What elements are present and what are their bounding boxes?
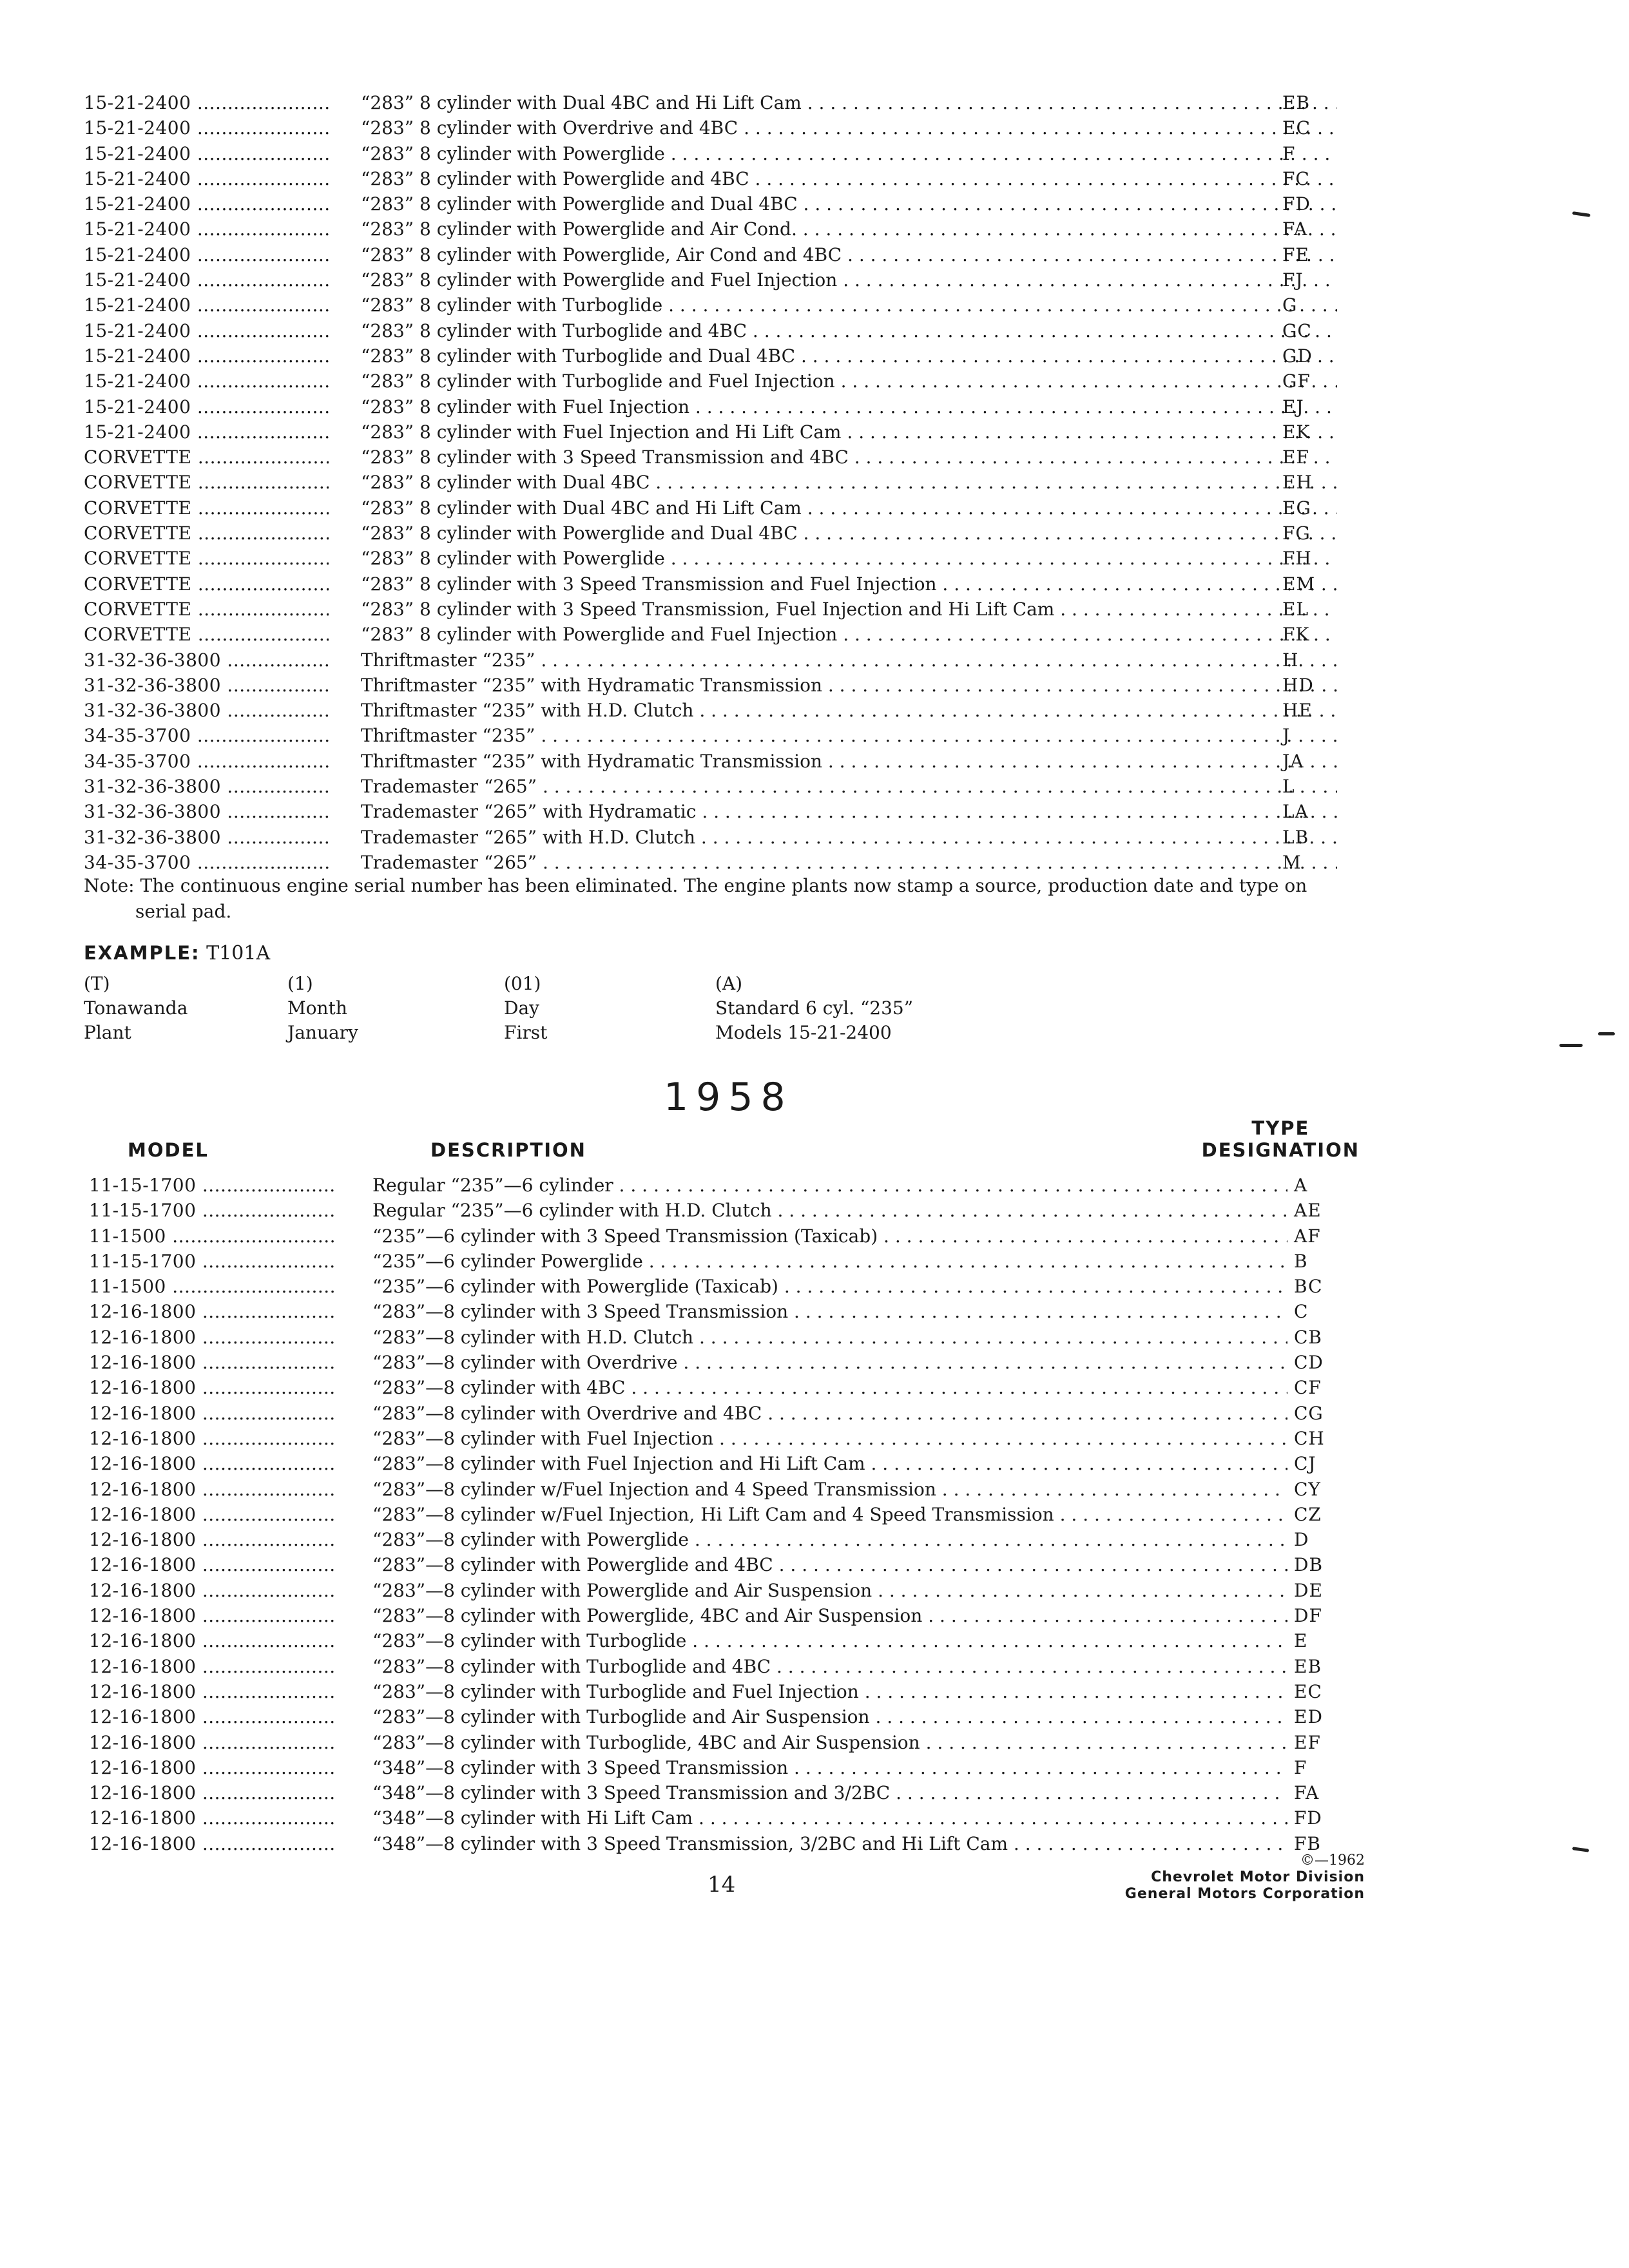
engine-description: “348”—8 cylinder with 3 Speed Transmission . . . [372, 1755, 1287, 1780]
engine-description: “283”—8 cylinder with Fuel Injection and Hi Lift Cam . . . [372, 1451, 1287, 1476]
type-designation: EB [1282, 92, 1311, 113]
engine-description: “283” 8 cylinder with Dual 4BC and Hi Lift Cam . . . [361, 90, 1337, 115]
model-number: 12-16-1800 ..... [89, 1578, 334, 1603]
type-designation: HD [1282, 674, 1314, 696]
type-designation: F [1282, 142, 1296, 164]
example-line: First [504, 1022, 548, 1043]
type-designation: F [1294, 1756, 1307, 1778]
engine-description: “283” 8 cylinder with Turboglide . . . [361, 293, 1337, 318]
engine-description: “283”—8 cylinder w/Fuel Injection and 4 Speed Transmission . . . [372, 1477, 1287, 1502]
type-designation: GF [1282, 370, 1311, 392]
example-column-type [715, 972, 913, 1045]
table-row [84, 648, 1373, 673]
engine-description: “283” 8 cylinder with Powerglide . . . [361, 141, 1337, 166]
serial-number-note [84, 873, 1379, 925]
engine-description: “283”—8 cylinder w/Fuel Injection, Hi Lift Cam and 4 Speed Transmission . . . [372, 1502, 1287, 1527]
type-designation: L [1282, 776, 1295, 798]
column-header-description: DESCRIPTION [430, 1139, 586, 1161]
table-row [89, 1173, 1378, 1198]
engine-description: Trademaster “265” with Hydramatic . . . [361, 799, 1337, 824]
model-number: 11-1500 ..... [89, 1274, 334, 1299]
type-designation: H [1282, 649, 1299, 671]
table-row [89, 1249, 1378, 1274]
model-number: 15-21-2400 ..... [84, 141, 329, 166]
table-row [89, 1325, 1378, 1350]
table-row [84, 470, 1373, 495]
table-row [89, 1375, 1378, 1400]
engine-description: “283”—8 cylinder with Turboglide and Fuel Injection . . . [372, 1679, 1287, 1704]
type-designation: B [1294, 1250, 1308, 1272]
engine-description: “283”—8 cylinder with Turboglide, 4BC and Air Suspension . . . [372, 1730, 1287, 1755]
model-number: 31-32-36-3800 ..... [84, 799, 329, 824]
type-designation: AE [1294, 1200, 1322, 1222]
engine-description: “283”—8 cylinder with Turboglide . . . [372, 1628, 1287, 1653]
table-row [89, 1426, 1378, 1451]
example-line: Plant [84, 1022, 131, 1043]
model-number: CORVETTE ..... [84, 521, 329, 546]
example-line: Month [287, 997, 347, 1019]
table-row [84, 318, 1373, 343]
engine-description: “283” 8 cylinder with Turboglide and 4BC . . . [361, 318, 1337, 343]
table-row [84, 495, 1373, 521]
table-row [89, 1350, 1378, 1375]
model-number: 15-21-2400 ..... [84, 267, 329, 293]
type-designation: EH [1282, 472, 1313, 494]
engine-description: “283” 8 cylinder with Turboglide and Dual 4BC . . . [361, 343, 1337, 369]
table-row [89, 1401, 1378, 1426]
table-row [84, 546, 1373, 571]
type-designation: EF [1282, 447, 1309, 468]
column-header-model: MODEL [128, 1139, 209, 1161]
engine-description: “283” 8 cylinder with Powerglide, Air Cond and 4BC . . . [361, 242, 1337, 267]
model-number: 15-21-2400 ..... [84, 369, 329, 394]
type-designation: LB [1282, 826, 1309, 848]
model-number: 12-16-1800 ..... [89, 1679, 334, 1704]
type-designation: FE [1282, 244, 1309, 265]
type-designation: DE [1294, 1579, 1323, 1601]
type-designation: CG [1294, 1402, 1324, 1424]
model-number: 15-21-2400 ..... [84, 318, 329, 343]
table-row [89, 1805, 1378, 1831]
table-row [89, 1603, 1378, 1628]
table-row [89, 1198, 1378, 1223]
type-designation: E [1294, 1630, 1308, 1652]
engine-description: “235”—6 cylinder with Powerglide (Taxicab) . . . [372, 1274, 1287, 1299]
example-code: (01) [504, 973, 541, 994]
engine-description: “283”—8 cylinder with Powerglide . . . [372, 1527, 1287, 1552]
table-row [84, 191, 1373, 216]
model-number: 15-21-2400 ..... [84, 166, 329, 191]
type-designation: FA [1294, 1782, 1320, 1804]
model-number: 12-16-1800 ..... [89, 1401, 334, 1426]
table-row [89, 1274, 1378, 1299]
copyright-year: ©—1962 [1300, 1852, 1365, 1869]
engine-description: “235”—6 cylinder Powerglide . . . [372, 1249, 1287, 1274]
engine-description: Trademaster “265” . . . [361, 850, 1337, 875]
engine-description: “235”—6 cylinder with 3 Speed Transmission (Taxicab) . . . [372, 1224, 1287, 1249]
table-row [84, 799, 1373, 824]
example-code: (A) [715, 973, 743, 994]
engine-description: Regular “235”—6 cylinder . . . [372, 1173, 1287, 1198]
engine-description: “283” 8 cylinder with Fuel Injection and Hi Lift Cam . . . [361, 419, 1337, 445]
model-number: 12-16-1800 ..... [89, 1628, 334, 1653]
type-designation: FD [1282, 193, 1311, 215]
engine-description: “283” 8 cylinder with 3 Speed Transmission and 4BC . . . [361, 445, 1337, 470]
engine-description: “283”—8 cylinder with 4BC . . . [372, 1375, 1287, 1400]
table-row [84, 293, 1373, 318]
type-designation: FG [1282, 523, 1311, 544]
engine-description: “283” 8 cylinder with Turboglide and Fuel Injection . . . [361, 369, 1337, 394]
table-row [84, 419, 1373, 445]
type-designation: EC [1294, 1680, 1322, 1702]
model-number: 12-16-1800 ..... [89, 1325, 334, 1350]
type-designation: FD [1294, 1807, 1322, 1829]
type-designation: CJ [1294, 1453, 1316, 1475]
section-year-heading: 1958 [664, 1075, 793, 1120]
engine-description: Thriftmaster “235” with Hydramatic Transmission . . . [361, 749, 1337, 774]
engine-type-table-1957 [84, 90, 1373, 875]
table-row [84, 723, 1373, 748]
model-number: 31-32-36-3800 ..... [84, 648, 329, 673]
table-row [89, 1628, 1378, 1653]
table-row [84, 521, 1373, 546]
table-row [84, 166, 1373, 191]
division-name: Chevrolet Motor Division [1151, 1869, 1365, 1885]
type-designation: DF [1294, 1605, 1322, 1627]
model-number: 11-15-1700 ..... [89, 1249, 334, 1274]
type-designation: EM [1282, 573, 1316, 595]
model-number: 12-16-1800 ..... [89, 1831, 334, 1856]
model-number: CORVETTE ..... [84, 445, 329, 470]
example-value: T101A [206, 942, 271, 965]
type-designation: CB [1294, 1326, 1322, 1348]
engine-description: Thriftmaster “235” . . . [361, 648, 1337, 673]
model-number: 15-21-2400 ..... [84, 191, 329, 216]
table-row [84, 445, 1373, 470]
model-number: 12-16-1800 ..... [89, 1527, 334, 1552]
engine-description: Trademaster “265” with H.D. Clutch . . . [361, 825, 1337, 850]
type-designation: LA [1282, 801, 1309, 823]
type-designation: BC [1294, 1276, 1323, 1298]
model-number: 34-35-3700 ..... [84, 723, 329, 748]
example-label: EXAMPLE: [84, 942, 200, 964]
engine-description: “348”—8 cylinder with 3 Speed Transmission, 3/2BC and Hi Lift Cam . . . [372, 1831, 1287, 1856]
engine-description: “283”—8 cylinder with Fuel Injection . . . [372, 1426, 1287, 1451]
copyright-block [1125, 1852, 1365, 1903]
model-number: 12-16-1800 ..... [89, 1654, 334, 1679]
example-line: Standard 6 cyl. “235” [715, 997, 914, 1019]
type-designation: GC [1282, 320, 1312, 341]
type-designation: EB [1294, 1655, 1322, 1677]
engine-description: “283”—8 cylinder with Powerglide and Air Suspension . . . [372, 1578, 1287, 1603]
type-designation: A [1294, 1175, 1308, 1196]
type-designation: FB [1294, 1832, 1322, 1854]
model-number: 15-21-2400 ..... [84, 216, 329, 242]
table-row [89, 1552, 1378, 1577]
model-number: 12-16-1800 ..... [89, 1805, 334, 1831]
model-number: 31-32-36-3800 ..... [84, 698, 329, 723]
example-code: (1) [287, 973, 313, 994]
table-row [84, 850, 1373, 875]
engine-description: “283” 8 cylinder with Powerglide and Air Cond. . . . [361, 216, 1337, 242]
engine-description: “283” 8 cylinder with Powerglide and Fuel Injection . . . [361, 622, 1337, 647]
table-row [89, 1477, 1378, 1502]
type-designation: D [1294, 1529, 1309, 1551]
model-number: 15-21-2400 ..... [84, 394, 329, 419]
table-row [89, 1224, 1378, 1249]
example-heading [84, 942, 270, 965]
model-number: CORVETTE ..... [84, 622, 329, 647]
type-designation: J [1282, 725, 1291, 747]
table-row [89, 1451, 1378, 1476]
engine-description: Trademaster “265” . . . [361, 774, 1337, 799]
engine-description: Thriftmaster “235” with H.D. Clutch . . . [361, 698, 1337, 723]
example-column-day [504, 972, 547, 1045]
type-designation: CD [1294, 1352, 1324, 1374]
scan-margin-mark [1559, 1044, 1583, 1047]
table-row [89, 1578, 1378, 1603]
engine-description: “283” 8 cylinder with 3 Speed Transmission and Fuel Injection . . . [361, 572, 1337, 597]
engine-description: “283” 8 cylinder with 3 Speed Transmission, Fuel Injection and Hi Lift Cam . . . [361, 597, 1337, 622]
engine-description: Regular “235”—6 cylinder with H.D. Clutch . . . [372, 1198, 1287, 1223]
model-number: CORVETTE ..... [84, 572, 329, 597]
engine-description: Thriftmaster “235” with Hydramatic Transmission . . . [361, 673, 1337, 698]
table-row [84, 267, 1373, 293]
table-row [84, 216, 1373, 242]
model-number: CORVETTE ..... [84, 495, 329, 521]
type-designation: CH [1294, 1427, 1325, 1449]
table-row [89, 1527, 1378, 1552]
type-designation: ED [1294, 1706, 1323, 1728]
type-designation: GD [1282, 345, 1313, 367]
table-row [84, 242, 1373, 267]
model-number: 15-21-2400 ..... [84, 90, 329, 115]
model-number: 12-16-1800 ..... [89, 1552, 334, 1577]
table-row [89, 1299, 1378, 1324]
type-designation: EC [1282, 117, 1311, 139]
example-column-month [287, 972, 358, 1045]
engine-description: “283” 8 cylinder with Powerglide and Fuel Injection . . . [361, 267, 1337, 293]
model-number: 11-15-1700 ..... [89, 1198, 334, 1223]
scan-margin-mark [1572, 1847, 1589, 1852]
model-number: 31-32-36-3800 ..... [84, 673, 329, 698]
table-row [89, 1730, 1378, 1755]
engine-description: “348”—8 cylinder with 3 Speed Transmission and 3/2BC . . . [372, 1780, 1287, 1805]
table-row [84, 622, 1373, 647]
engine-description: “283”—8 cylinder with Turboglide and Air Suspension . . . [372, 1704, 1287, 1729]
model-number: 15-21-2400 ..... [84, 293, 329, 318]
type-designation: HE [1282, 700, 1313, 722]
type-designation: FA [1282, 218, 1308, 240]
engine-description: “283” 8 cylinder with Dual 4BC . . . [361, 470, 1337, 495]
table-row [84, 774, 1373, 799]
engine-description: “348”—8 cylinder with Hi Lift Cam . . . [372, 1805, 1287, 1831]
table-row [89, 1654, 1378, 1679]
type-designation: AF [1294, 1225, 1321, 1247]
table-row [84, 825, 1373, 850]
table-row [84, 369, 1373, 394]
model-number: 31-32-36-3800 ..... [84, 774, 329, 799]
model-number: 15-21-2400 ..... [84, 115, 329, 140]
model-number: 12-16-1800 ..... [89, 1730, 334, 1755]
model-number: 12-16-1800 ..... [89, 1704, 334, 1729]
engine-type-table-1958 [89, 1173, 1378, 1856]
type-designation: CZ [1294, 1503, 1322, 1525]
type-designation: FK [1282, 624, 1310, 646]
type-designation: EK [1282, 421, 1311, 443]
engine-description: “283” 8 cylinder with Fuel Injection . . . [361, 394, 1337, 419]
table-row [89, 1679, 1378, 1704]
example-line: Tonawanda [84, 997, 188, 1019]
type-designation: CF [1294, 1377, 1322, 1399]
engine-description: “283”—8 cylinder with 3 Speed Transmission . . . [372, 1299, 1287, 1324]
type-designation: EJ [1282, 396, 1304, 418]
model-number: 12-16-1800 ..... [89, 1350, 334, 1375]
column-header-type-designation [1202, 1117, 1360, 1161]
type-designation: JA [1282, 750, 1304, 772]
table-row [84, 141, 1373, 166]
type-designation: DB [1294, 1554, 1324, 1576]
header-type-line: DESIGNATION [1201, 1139, 1360, 1161]
model-number: 34-35-3700 ..... [84, 749, 329, 774]
type-designation: CY [1294, 1478, 1321, 1500]
table-row [84, 597, 1373, 622]
table-row [84, 90, 1373, 115]
engine-description: “283”—8 cylinder with Powerglide, 4BC and Air Suspension . . . [372, 1603, 1287, 1628]
engine-description: “283” 8 cylinder with Powerglide . . . [361, 546, 1337, 571]
type-designation: FH [1282, 548, 1312, 570]
note-line-1: Note: The continuous engine serial number has been eliminated. The engine plants now stamp a source, production date and type on [84, 875, 1307, 896]
engine-description: “283” 8 cylinder with Dual 4BC and Hi Lift Cam . . . [361, 495, 1337, 521]
type-designation: FJ [1282, 269, 1304, 291]
type-designation: EL [1282, 598, 1309, 620]
example-column-plant [84, 972, 188, 1045]
example-line: Day [504, 997, 539, 1019]
model-number: CORVETTE ..... [84, 546, 329, 571]
type-designation: G [1282, 294, 1298, 316]
example-line: January [287, 1022, 358, 1043]
table-row [84, 749, 1373, 774]
table-row [84, 572, 1373, 597]
model-number: 12-16-1800 ..... [89, 1755, 334, 1780]
model-number: 12-16-1800 ..... [89, 1451, 334, 1476]
engine-description: “283”—8 cylinder with Overdrive and 4BC . . . [372, 1401, 1287, 1426]
table-row [84, 673, 1373, 698]
model-number: 15-21-2400 ..... [84, 419, 329, 445]
type-designation: EF [1294, 1731, 1321, 1753]
note-line-2: serial pad. [135, 901, 232, 922]
type-designation: EG [1282, 497, 1311, 519]
model-number: 11-15-1700 ..... [89, 1173, 334, 1198]
example-code: (T) [84, 973, 110, 994]
type-designation: FC [1282, 168, 1310, 189]
table-row [89, 1704, 1378, 1729]
model-number: 15-21-2400 ..... [84, 242, 329, 267]
scan-margin-mark [1572, 211, 1590, 217]
engine-description: “283” 8 cylinder with Powerglide and Dual 4BC . . . [361, 191, 1337, 216]
model-number: 12-16-1800 ..... [89, 1603, 334, 1628]
table-row [89, 1502, 1378, 1527]
engine-description: “283” 8 cylinder with Powerglide and 4BC . . . [361, 166, 1337, 191]
model-number: 12-16-1800 ..... [89, 1375, 334, 1400]
corporation-name: General Motors Corporation [1124, 1886, 1365, 1902]
model-number: CORVETTE ..... [84, 470, 329, 495]
engine-description: “283”—8 cylinder with Powerglide and 4BC . . . [372, 1552, 1287, 1577]
model-number: 12-16-1800 ..... [89, 1477, 334, 1502]
engine-description: “283”—8 cylinder with H.D. Clutch . . . [372, 1325, 1287, 1350]
table-row [84, 394, 1373, 419]
scan-margin-mark [1598, 1032, 1615, 1035]
model-number: 12-16-1800 ..... [89, 1426, 334, 1451]
model-number: 12-16-1800 ..... [89, 1502, 334, 1527]
example-line: Models 15-21-2400 [715, 1022, 892, 1043]
model-number: 11-1500 ..... [89, 1224, 334, 1249]
model-number: 12-16-1800 ..... [89, 1299, 334, 1324]
engine-description: Thriftmaster “235” . . . [361, 723, 1337, 748]
engine-description: “283”—8 cylinder with Turboglide and 4BC . . . [372, 1654, 1287, 1679]
header-type-line: TYPE [1251, 1117, 1310, 1139]
model-number: 12-16-1800 ..... [89, 1780, 334, 1805]
type-designation: M [1282, 851, 1302, 873]
table-row [84, 115, 1373, 140]
engine-description: “283” 8 cylinder with Overdrive and 4BC . . . [361, 115, 1337, 140]
model-number: 31-32-36-3800 ..... [84, 825, 329, 850]
engine-description: “283”—8 cylinder with Overdrive . . . [372, 1350, 1287, 1375]
model-number: CORVETTE ..... [84, 597, 329, 622]
table-row [89, 1755, 1378, 1780]
model-number: 34-35-3700 ..... [84, 850, 329, 875]
table-row [84, 698, 1373, 723]
table-row [84, 343, 1373, 369]
type-designation: C [1294, 1301, 1309, 1323]
page-number: 14 [708, 1872, 736, 1898]
table-row [89, 1780, 1378, 1805]
model-number: 15-21-2400 ..... [84, 343, 329, 369]
engine-description: “283” 8 cylinder with Powerglide and Dual 4BC . . . [361, 521, 1337, 546]
